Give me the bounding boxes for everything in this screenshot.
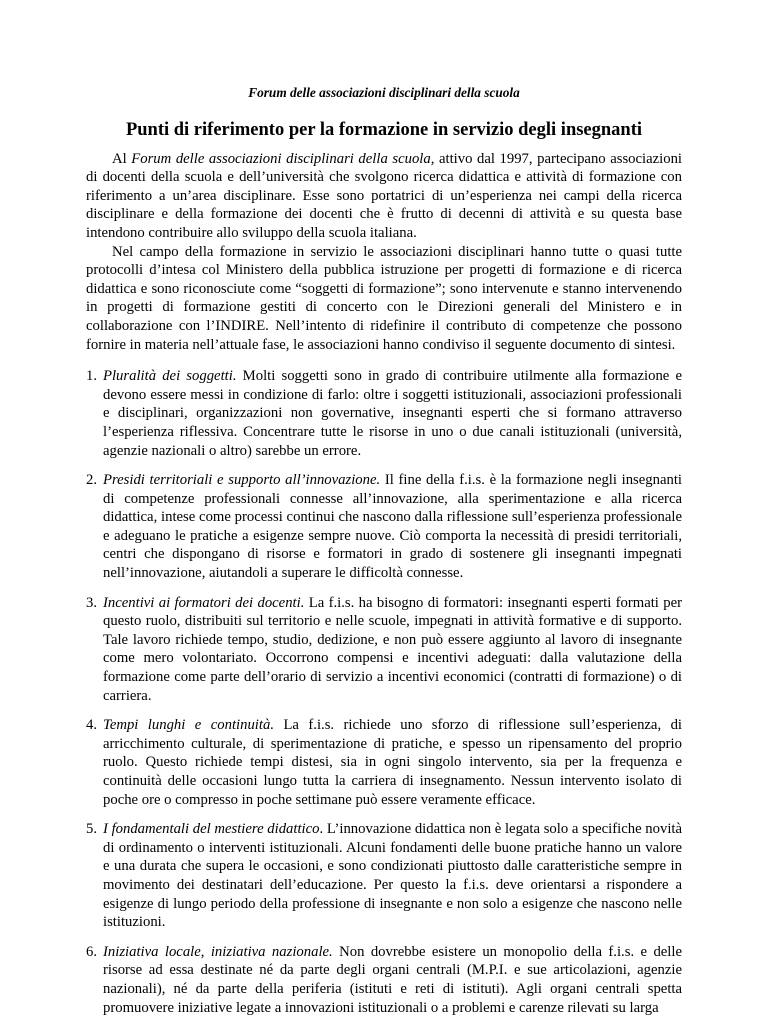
principle-item — [86, 367, 682, 460]
principle-item — [86, 716, 682, 809]
document-header: Forum delle associazioni disciplinari della scuola — [248, 85, 520, 100]
principle-text: Non dovrebbe esistere un monopolio della f.i.s. e delle risorse ad essa destinate né da parte degli organi centrali (M.P.I. e sue articolazioni, agenzie nazionali), né da parte della periferia (istituti e reti di istituti). Agli organi centrali spetta promuovere iniziative legate a innovazioni istituzionali o a problemi e carenze rilevati su larga — [103, 943, 682, 1016]
principle-number: 1. — [86, 368, 98, 385]
principle-text: La f.i.s. richiede uno sforzo di riflessione sull’esperienza, di arricchimento culturale, di sperimentazione di pratiche, e spesso un ripensamento del proprio ruolo. Questo richiede tempi distesi, sia in ogni singolo intervento, sia per la frequenza e continuità delle occasioni lungo tutta la carriera di insegnamento. Nessun intervento isolato di poche ore o compresso in poche settimane può essere veramente efficace. — [103, 717, 682, 808]
intro-paragraph-1 — [86, 150, 682, 243]
principles-list — [86, 367, 682, 1017]
document-title: Punti di riferimento per la formazione in servizio degli insegnanti — [125, 119, 643, 140]
principle-number: 3. — [86, 594, 98, 611]
intro-p1-lead: Al — [112, 150, 132, 167]
principle-title: Tempi lunghi e continuità. — [103, 717, 274, 734]
principle-title: Pluralità dei soggetti. — [103, 368, 237, 385]
principle-number: 4. — [86, 717, 98, 734]
principle-item — [86, 471, 682, 583]
principle-number: 2. — [86, 472, 98, 489]
principle-title: I fondamentali del mestiere didattico — [103, 821, 320, 838]
principle-text: Il fine della f.i.s. è la formazione negli insegnanti di competenze professionali connesse all’innovazione, alla sperimentazione e alla ricerca didattica, intese come processi continui che nascono dalla riflessione sull’esperienza professionale e adeguano le pratiche a esigenze sempre nuove. Ciò comporta la necessità di presidi territoriali, centri che dispongano di risorse e formatori in grado di sostenere gli insegnanti impegnati nell’innovazione, aiutandoli a superare le difficoltà connesse. — [103, 472, 683, 582]
principle-number: 6. — [86, 943, 98, 960]
principle-text: La f.i.s. ha bisogno di formatori: insegnanti esperti formati per questo ruolo, distribuiti sul territorio e nelle scuole, impegnati in attività formative e di supporto. Tale lavoro richiede tempo, studio, dedizione, e non può essere aggiunto al lavoro di insegnante come mero volontariato. Occorrono compensi e incentivi adeguati: dalla valutazione della formazione come parte dell’orario di servizio a incentivi economici (contratti di formazione) o di carriera. — [103, 594, 682, 704]
principle-number: 5. — [86, 821, 98, 838]
principle-title: Presidi territoriali e supporto all’innovazione. — [103, 472, 381, 489]
forum-name-emphasis: Forum delle associazioni disciplinari della scuola, — [131, 150, 435, 167]
intro-section — [86, 150, 682, 355]
principle-text: . L’innovazione didattica non è legata solo a specifiche novità di ordinamento o interventi istituzionali. Alcuni fondamenti delle buone pratiche hanno un valore e una durata che supera le occasioni, e sono condizionati piuttosto dalle caratteristiche sempre in movimento dei destinatari dell’educazione. Per questo la f.i.s. deve orientarsi a rispondere a esigenze di lungo periodo della professione di insegnante e non solo a esigenze che nascono nelle istituzioni. — [103, 821, 682, 931]
principle-item — [86, 594, 682, 706]
intro-paragraph-2: Nel campo della formazione in servizio le associazioni disciplinari hanno tutte o quasi tutte protocolli d’intesa col Ministero della pubblica istruzione per progetti di formazione e di ricerca didattica e sono riconosciute come “soggetti di formazione”; sono intervenute e stanno intervenendo in progetti di formazione gestiti di concerto con le Direzioni generali del Ministero e in collaborazione con l’INDIRE. Nell’intento di ridefinire il contributo di competenze che possono fornire in materia nell’attuale fase, le associazioni hanno condiviso il seguente documento di sintesi. — [86, 243, 682, 353]
intro-p1-body: attivo dal 1997, partecipano associazioni di docenti della scuola e dell’università che svolgono ricerca didattica e attività di formazione con riferimento a un’area disciplinare. Esse sono portatrici di un’esperienza nei campi della ricerca disciplinare e della formazione dei docenti che è frutto di decenni di attività e su questa base intendono contribuire allo sviluppo della scuola italiana. — [86, 150, 682, 241]
principle-text: Molti soggetti sono in grado di contribuire utilmente alla formazione e devono essere messi in condizione di farlo: oltre i soggetti istituzionali, associazioni professionali e disciplinari, organizzazioni non governative, insegnanti esperti che si formano attraverso l’esperienza riflessiva. Concentrare tutte le risorse in uno o due canali istituzionali (università, agenzie nazionali o altro) sarebbe un errore. — [103, 368, 682, 459]
principle-title: Incentivi ai formatori dei docenti. — [103, 594, 305, 611]
principle-item — [86, 943, 682, 1017]
principle-item — [86, 820, 682, 932]
principle-title: Iniziativa locale, iniziativa nazionale. — [103, 943, 333, 960]
